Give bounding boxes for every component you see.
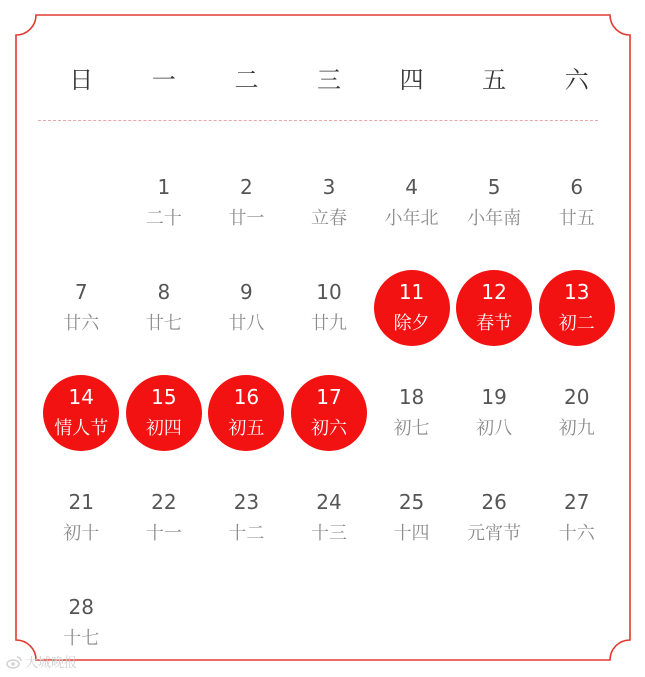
day-number: 27 xyxy=(563,489,590,514)
weekday-header xyxy=(40,62,618,98)
day-cell-2[interactable] xyxy=(205,150,288,255)
day-number: 12 xyxy=(481,279,507,304)
day-cell-1[interactable] xyxy=(123,150,206,255)
day-content xyxy=(43,480,119,556)
day-content xyxy=(208,165,284,241)
lunar-date: 春节 xyxy=(476,312,513,334)
lunar-date: 立春 xyxy=(310,207,347,229)
day-number: 23 xyxy=(233,489,260,514)
day-cell-17[interactable] xyxy=(288,360,371,465)
weekday-label: 六 xyxy=(564,66,589,94)
weibo-icon xyxy=(6,655,22,669)
lunar-date: 廿九 xyxy=(310,312,347,334)
day-cell-22[interactable] xyxy=(123,465,206,570)
day-cell-26[interactable] xyxy=(453,465,536,570)
watermark xyxy=(6,652,77,671)
lunar-date: 十六 xyxy=(558,522,595,544)
lunar-date: 情人节 xyxy=(54,417,109,439)
day-content xyxy=(43,585,119,661)
day-content xyxy=(374,480,450,556)
day-content xyxy=(126,165,202,241)
day-content xyxy=(43,165,119,241)
day-number: 7 xyxy=(74,279,88,304)
day-number: 21 xyxy=(68,489,94,514)
day-content xyxy=(374,375,450,451)
holiday-marker xyxy=(43,375,119,451)
day-cell-19[interactable] xyxy=(453,360,536,465)
day-cell-27[interactable] xyxy=(535,465,618,570)
day-cell-13[interactable] xyxy=(535,255,618,360)
day-number: 1 xyxy=(157,174,171,199)
holiday-marker xyxy=(126,375,202,451)
day-content xyxy=(539,480,615,556)
lunar-date: 十一 xyxy=(145,522,182,544)
day-number: 20 xyxy=(563,384,590,409)
day-content xyxy=(539,165,615,241)
lunar-date: 初八 xyxy=(476,417,513,439)
day-number: 4 xyxy=(405,174,418,199)
weekday-label: 一 xyxy=(151,66,176,94)
weekday-label: 四 xyxy=(399,66,424,94)
holiday-marker xyxy=(374,270,450,346)
lunar-date: 十四 xyxy=(393,522,430,544)
day-cell-11[interactable] xyxy=(370,255,453,360)
day-cell-10[interactable] xyxy=(288,255,371,360)
lunar-date: 廿五 xyxy=(558,207,595,229)
holiday-marker xyxy=(291,375,367,451)
day-number: 26 xyxy=(481,489,507,514)
day-number: 14 xyxy=(68,384,94,409)
lunar-date: 小年南 xyxy=(467,207,522,229)
day-cell-6[interactable] xyxy=(535,150,618,255)
lunar-date: 初五 xyxy=(228,417,265,439)
day-content xyxy=(374,165,450,241)
day-content xyxy=(291,270,367,346)
day-cell-18[interactable] xyxy=(370,360,453,465)
day-number: 13 xyxy=(563,279,590,304)
lunar-date: 元宵节 xyxy=(467,522,522,544)
day-content xyxy=(208,270,284,346)
day-cell-20[interactable] xyxy=(535,360,618,465)
day-content xyxy=(456,165,532,241)
day-number: 16 xyxy=(233,384,260,409)
day-cell-25[interactable] xyxy=(370,465,453,570)
day-number: 8 xyxy=(157,279,171,304)
day-number: 6 xyxy=(570,174,584,199)
lunar-date: 廿六 xyxy=(63,312,100,334)
day-cell-8[interactable] xyxy=(123,255,206,360)
day-content xyxy=(126,270,202,346)
day-number: 17 xyxy=(316,384,342,409)
day-cell-12[interactable] xyxy=(453,255,536,360)
lunar-date: 二十 xyxy=(145,207,182,229)
lunar-date: 十二 xyxy=(228,522,265,544)
day-number: 10 xyxy=(316,279,342,304)
day-cell-7[interactable] xyxy=(40,255,123,360)
lunar-date: 初九 xyxy=(558,417,595,439)
day-number: 11 xyxy=(398,279,425,304)
lunar-date: 初四 xyxy=(145,417,182,439)
day-cell-15[interactable] xyxy=(123,360,206,465)
weekday-label: 五 xyxy=(482,66,507,94)
day-number: 19 xyxy=(481,384,507,409)
day-number: 24 xyxy=(316,489,342,514)
day-content xyxy=(126,480,202,556)
day-number: 22 xyxy=(151,489,177,514)
lunar-date: 廿一 xyxy=(228,207,265,229)
day-cell-24[interactable] xyxy=(288,465,371,570)
day-cell-14[interactable] xyxy=(40,360,123,465)
day-cell-empty xyxy=(40,150,123,255)
day-content xyxy=(208,480,284,556)
day-cell-4[interactable] xyxy=(370,150,453,255)
lunar-date: 十七 xyxy=(63,627,100,649)
lunar-date: 初六 xyxy=(310,417,347,439)
day-content xyxy=(539,375,615,451)
day-content xyxy=(456,375,532,451)
day-content xyxy=(456,480,532,556)
weekday-label: 三 xyxy=(317,66,342,94)
day-content xyxy=(291,165,367,241)
day-number: 9 xyxy=(240,279,253,304)
day-number: 5 xyxy=(487,174,501,199)
day-number: 18 xyxy=(398,384,425,409)
day-number: 28 xyxy=(68,594,94,619)
lunar-date: 初十 xyxy=(63,522,100,544)
day-number: 2 xyxy=(240,174,253,199)
header-divider xyxy=(38,120,598,121)
calendar-grid xyxy=(40,150,618,675)
holiday-marker xyxy=(539,270,615,346)
day-cell-23[interactable] xyxy=(205,465,288,570)
day-cell-21[interactable] xyxy=(40,465,123,570)
day-cell-5[interactable] xyxy=(453,150,536,255)
day-number: 25 xyxy=(398,489,425,514)
lunar-date: 初七 xyxy=(393,417,430,439)
day-number: 15 xyxy=(151,384,177,409)
watermark-text: 大城晚报 xyxy=(25,656,78,671)
day-number: 3 xyxy=(322,174,336,199)
lunar-date: 廿八 xyxy=(228,312,265,334)
day-content xyxy=(291,480,367,556)
holiday-marker xyxy=(456,270,532,346)
lunar-date: 廿七 xyxy=(145,312,182,334)
weekday-label: 二 xyxy=(234,66,259,94)
day-cell-16[interactable] xyxy=(205,360,288,465)
lunar-date: 初二 xyxy=(558,312,595,334)
lunar-date: 小年北 xyxy=(384,207,439,229)
lunar-date: 除夕 xyxy=(393,312,430,334)
day-cell-9[interactable] xyxy=(205,255,288,360)
holiday-marker xyxy=(208,375,284,451)
day-content xyxy=(43,270,119,346)
lunar-date: 十三 xyxy=(310,522,347,544)
weekday-label: 日 xyxy=(69,66,94,94)
day-cell-3[interactable] xyxy=(288,150,371,255)
